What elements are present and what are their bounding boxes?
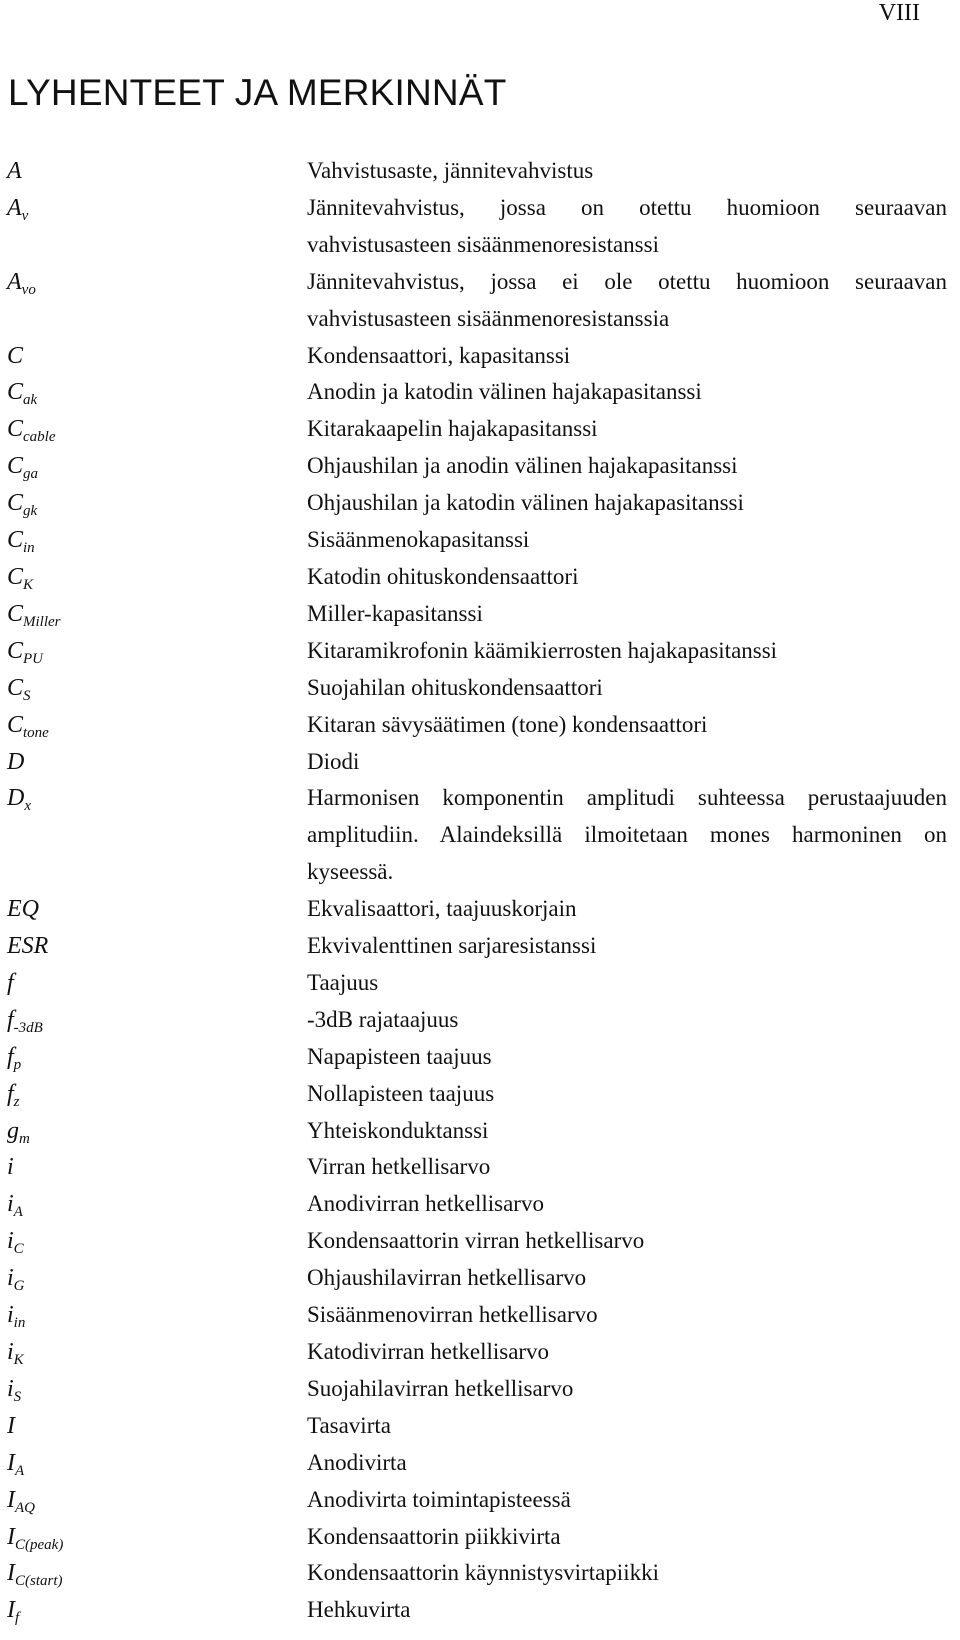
symbol-subscript: ak xyxy=(23,392,38,409)
description: Ekvivalenttinen sarjaresistanssi xyxy=(307,933,597,959)
description: Jännitevahvistus, jossa on otettu huomioon seuraavan vahvistusasteen sisäänmenoresistanssi xyxy=(307,194,947,257)
description: Sisäänmenovirran hetkellisarvo xyxy=(307,1302,598,1328)
symbol-base: C xyxy=(7,563,24,590)
symbol xyxy=(0,780,307,817)
description: Anodivirta toimintapisteessä xyxy=(307,1486,571,1512)
symbol xyxy=(0,1039,307,1076)
description: Sisäänmenokapasitanssi xyxy=(307,527,530,553)
symbol-subscript: A xyxy=(13,1204,23,1221)
description: Katodivirran hetkellisarvo xyxy=(307,1339,550,1364)
symbol-subscript: cable xyxy=(23,429,56,446)
list-item xyxy=(0,559,960,596)
symbol xyxy=(0,153,307,190)
list-item xyxy=(0,670,960,707)
list-item xyxy=(0,1482,960,1519)
description: Katodin ohituskondensaattori xyxy=(307,563,579,589)
symbol-base: g xyxy=(7,1117,19,1144)
symbol-base: I xyxy=(7,1597,15,1624)
list-item xyxy=(0,1113,960,1150)
symbol-base: i xyxy=(7,1228,14,1255)
symbol-base: A xyxy=(7,158,22,184)
symbol xyxy=(0,1334,307,1371)
symbol-base: f xyxy=(7,969,14,996)
description: Virran hetkellisarvo xyxy=(307,1154,491,1180)
description: Nollapisteen taajuus xyxy=(307,1080,495,1106)
symbol-subscript: AQ xyxy=(15,1499,35,1516)
symbol-base: A xyxy=(7,194,22,221)
symbol-base: C xyxy=(7,637,24,664)
symbol-base: i xyxy=(7,1375,14,1402)
symbol-subscript: C(peak) xyxy=(15,1536,64,1553)
symbol-base: i xyxy=(7,1265,14,1292)
list-item xyxy=(0,1186,960,1223)
symbol xyxy=(0,1002,307,1039)
symbol-subscript: x xyxy=(24,798,32,815)
symbol-base: C xyxy=(7,490,24,517)
symbol xyxy=(0,1223,307,1260)
description: Suojahilavirran hetkellisarvo xyxy=(307,1375,574,1401)
symbol-subscript: C(start) xyxy=(15,1573,63,1590)
symbol xyxy=(0,707,307,744)
list-item xyxy=(0,928,960,965)
symbol-base: f xyxy=(7,1080,14,1107)
symbol-base: C xyxy=(7,379,24,406)
symbol-base: I xyxy=(7,1523,15,1550)
symbol xyxy=(0,338,307,375)
symbol xyxy=(0,670,307,707)
list-item xyxy=(0,374,960,411)
symbol xyxy=(0,1519,307,1556)
symbol xyxy=(0,485,307,522)
description: Ekvalisaattori, taajuuskorjain xyxy=(307,896,577,922)
list-item xyxy=(0,1445,960,1482)
symbol-subscript: K xyxy=(13,1352,24,1368)
symbol xyxy=(0,965,307,1002)
symbol xyxy=(0,1371,307,1408)
symbol xyxy=(0,190,307,227)
list-item xyxy=(0,485,960,522)
symbol-subscript: C xyxy=(13,1241,24,1258)
abbreviation-list xyxy=(0,153,960,1629)
symbol-base: i xyxy=(7,1154,14,1181)
description: Hehkuvirta xyxy=(307,1597,411,1623)
description: Suojahilan ohituskondensaattori xyxy=(307,674,603,700)
symbol xyxy=(0,1186,307,1223)
symbol-subscript: p xyxy=(13,1056,22,1073)
symbol-base: EQ xyxy=(7,896,39,923)
symbol xyxy=(0,928,307,965)
symbol xyxy=(0,633,307,670)
description: Kondensaattorin käynnistysvirtapiikki xyxy=(307,1560,659,1586)
symbol-base: I xyxy=(7,1449,15,1476)
symbol xyxy=(0,1260,307,1297)
symbol-base: I xyxy=(7,1486,15,1513)
symbol-subscript: in xyxy=(13,1315,26,1332)
list-item xyxy=(0,448,960,485)
description: Kitaramikrofonin käämikierrosten hajakapasitanssi xyxy=(307,637,778,663)
description: Jännitevahvistus, jossa ei ole otettu huomioon seuraavan vahvistusasteen sisäänmenoresistanssia xyxy=(307,268,947,331)
symbol-base: D xyxy=(7,748,25,775)
description: Harmonisen komponentin amplitudi suhteessa perustaajuuden amplitudiin. Alaindeksillä ilmoitetaan mones harmoninen on kyseessä. xyxy=(307,785,947,885)
description: Anodivirta xyxy=(307,1449,407,1475)
symbol xyxy=(0,1555,307,1592)
list-item xyxy=(0,965,960,1002)
list-item xyxy=(0,707,960,744)
list-item xyxy=(0,190,960,264)
list-item xyxy=(0,1260,960,1297)
symbol-subscript: in xyxy=(23,540,35,557)
list-item xyxy=(0,596,960,633)
list-item xyxy=(0,1334,960,1371)
symbol xyxy=(0,1149,307,1186)
symbol-subscript: z xyxy=(13,1093,20,1110)
description: Tasavirta xyxy=(307,1412,391,1438)
symbol xyxy=(0,1113,307,1150)
symbol xyxy=(0,1482,307,1519)
list-item xyxy=(0,264,960,338)
description: Ohjaushilavirran hetkellisarvo xyxy=(307,1265,587,1291)
list-item xyxy=(0,633,960,670)
page-number: VIII xyxy=(878,0,920,26)
list-item xyxy=(0,1371,960,1408)
list-item xyxy=(0,338,960,375)
list-item xyxy=(0,891,960,928)
description: Anodin ja katodin välinen hajakapasitanssi xyxy=(307,379,702,405)
description: Kondensaattorin virran hetkellisarvo xyxy=(307,1228,645,1254)
symbol xyxy=(0,891,307,928)
symbol xyxy=(0,559,307,596)
symbol-subscript: f xyxy=(15,1610,20,1627)
symbol-subscript: ga xyxy=(23,466,39,483)
symbol xyxy=(0,374,307,411)
description: Kondensaattorin piikkivirta xyxy=(307,1523,561,1549)
symbol xyxy=(0,596,307,633)
list-item xyxy=(0,1297,960,1334)
symbol xyxy=(0,1297,307,1334)
symbol-base: f xyxy=(7,1006,14,1033)
description: Kondensaattori, kapasitanssi xyxy=(307,342,571,368)
symbol-base: C xyxy=(7,674,24,701)
symbol-subscript: gk xyxy=(23,503,38,520)
symbol xyxy=(0,1592,307,1629)
list-item xyxy=(0,1039,960,1076)
symbol-base: i xyxy=(7,1191,14,1218)
description: Kitaran sävysäätimen (tone) kondensaattori xyxy=(307,711,708,737)
symbol-subscript: PU xyxy=(23,650,44,667)
description: Ohjaushilan ja anodin välinen hajakapasitanssi xyxy=(307,453,738,479)
description: Kitarakaapelin hajakapasitanssi xyxy=(307,416,598,442)
list-item xyxy=(0,153,960,190)
symbol-base: C xyxy=(7,416,24,443)
list-item xyxy=(0,1149,960,1186)
symbol-base: I xyxy=(7,1412,15,1439)
symbol-base: C xyxy=(7,453,24,480)
symbol-base: A xyxy=(7,268,22,295)
symbol-base: f xyxy=(7,1043,14,1070)
symbol-base: D xyxy=(7,785,25,812)
description: -3dB rajataajuus xyxy=(307,1006,459,1032)
page-title: LYHENTEET JA MERKINNÄT xyxy=(8,72,507,113)
symbol xyxy=(0,522,307,559)
list-item xyxy=(0,1002,960,1039)
list-item xyxy=(0,1555,960,1592)
symbol xyxy=(0,264,307,301)
description: Taajuus xyxy=(307,969,379,995)
symbol-base: C xyxy=(7,527,24,554)
symbol-subscript: A xyxy=(15,1462,25,1479)
symbol-base: i xyxy=(7,1302,14,1329)
symbol-base: C xyxy=(7,342,24,369)
description: Miller-kapasitanssi xyxy=(307,600,483,626)
symbol-subscript: G xyxy=(13,1278,25,1295)
symbol-subscript: K xyxy=(23,576,34,593)
list-item xyxy=(0,1592,960,1629)
description: Diodi xyxy=(307,748,360,774)
symbol-base: C xyxy=(7,711,24,738)
list-item xyxy=(0,1408,960,1445)
symbol-subscript: Miller xyxy=(23,613,61,630)
symbol xyxy=(0,744,307,781)
list-item xyxy=(0,1223,960,1260)
symbol-subscript: m xyxy=(19,1130,30,1147)
list-item xyxy=(0,744,960,781)
list-item xyxy=(0,1076,960,1113)
symbol-subscript: -3dB xyxy=(13,1019,43,1036)
description: Napapisteen taajuus xyxy=(307,1043,492,1069)
symbol xyxy=(0,448,307,485)
description: Vahvistusaste, jännitevahvistus xyxy=(307,158,594,183)
symbol-subscript: S xyxy=(23,687,31,704)
symbol-base: i xyxy=(7,1339,14,1365)
description: Ohjaushilan ja katodin välinen hajakapasitanssi xyxy=(307,490,744,516)
symbol-subscript: tone xyxy=(23,724,49,741)
symbol-base: C xyxy=(7,600,24,627)
symbol xyxy=(0,1408,307,1445)
symbol-subscript: vo xyxy=(21,281,36,298)
list-item xyxy=(0,411,960,448)
list-item xyxy=(0,780,960,891)
symbol xyxy=(0,411,307,448)
symbol xyxy=(0,1445,307,1482)
symbol xyxy=(0,1076,307,1113)
list-item xyxy=(0,522,960,559)
list-item xyxy=(0,1519,960,1556)
symbol-subscript: S xyxy=(13,1388,22,1405)
description: Yhteiskonduktanssi xyxy=(307,1117,489,1143)
symbol-subscript: v xyxy=(21,207,29,224)
symbol-base: ESR xyxy=(7,933,49,960)
symbol-base: I xyxy=(7,1560,15,1587)
description: Anodivirran hetkellisarvo xyxy=(307,1191,544,1217)
